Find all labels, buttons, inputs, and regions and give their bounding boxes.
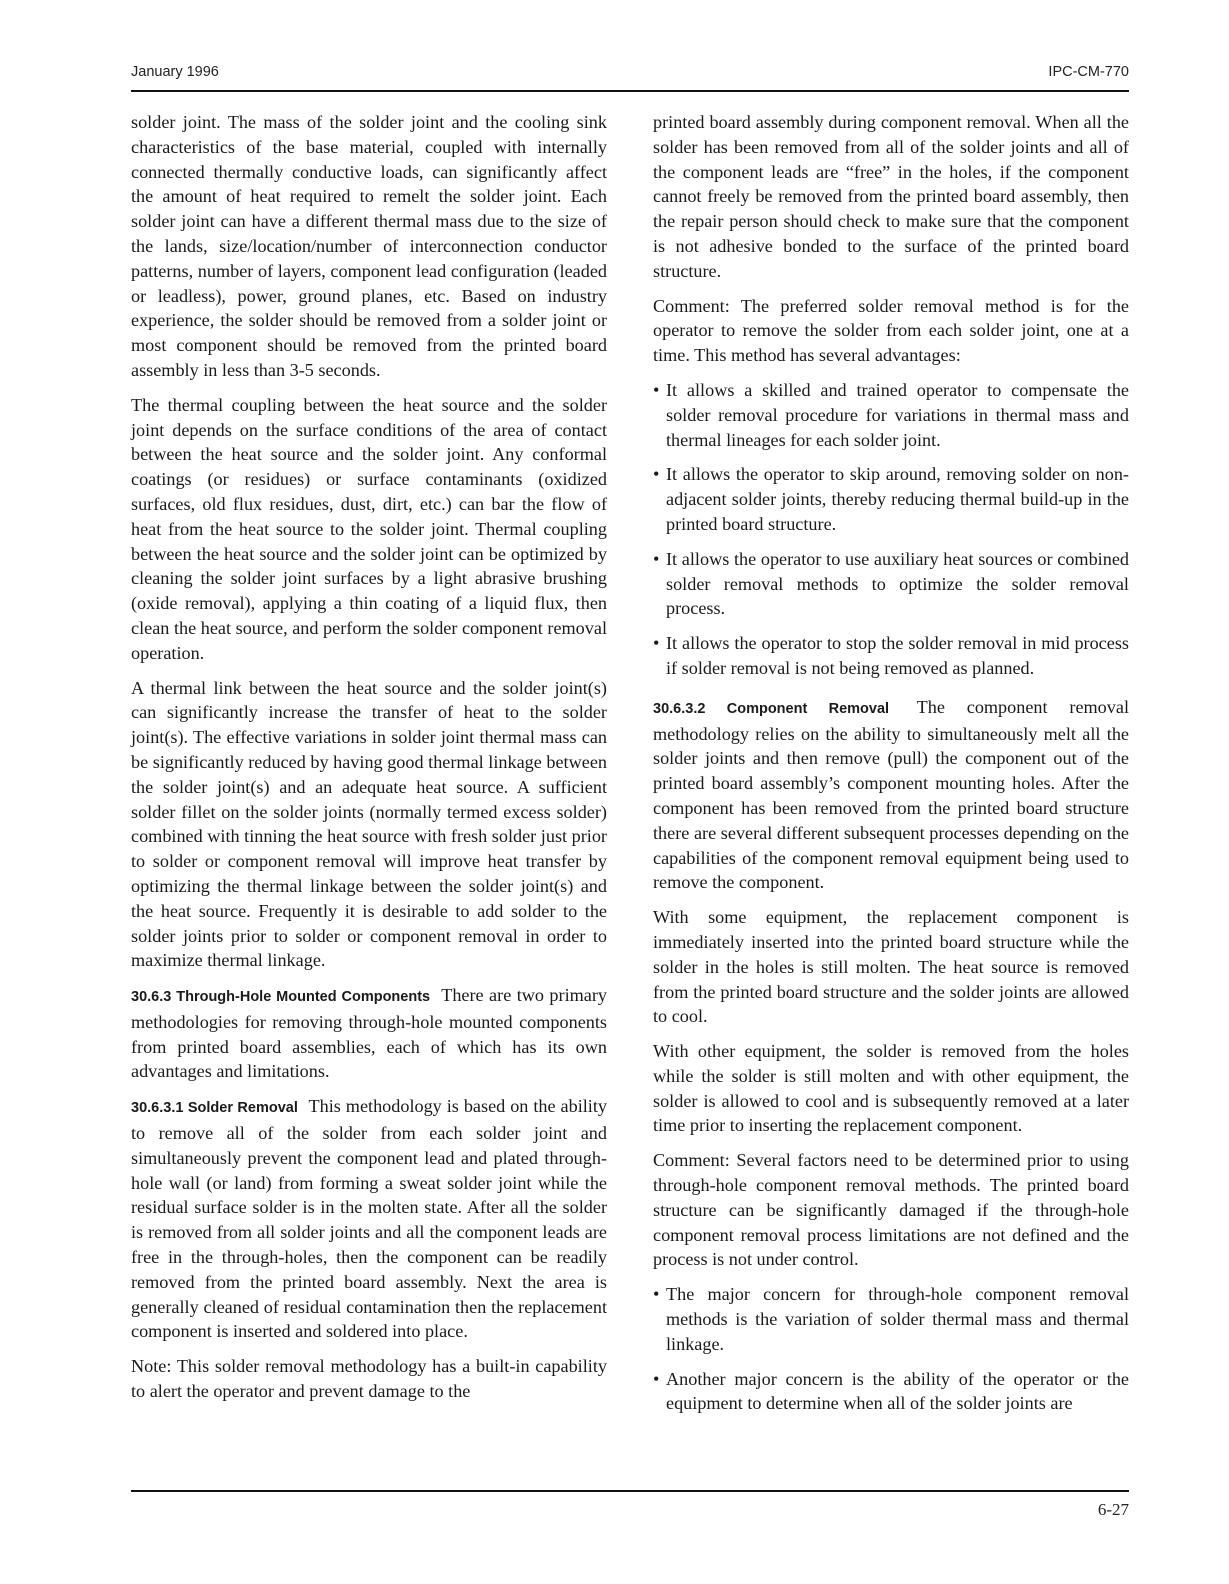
advantages-list (653, 378, 1129, 681)
paragraph: The thermal coupling between the heat source and the solder joint depends on the surface conditions of the area of contact between the heat source and the solder joint. Any conformal coatings (or residues) or surface contaminants (oxidized surfaces, old flux residues, dust, dirt, etc.) can bar the flow of heat from the heat source to the solder joint. Thermal coupling between the heat source and the solder joint can be optimized by cleaning the solder joint surfaces by a light abrasive brushing (oxide removal), applying a thin coating of a liquid flux, then clean the heat source, and perform the solder component removal operation. (131, 394, 607, 663)
page-header (131, 64, 1129, 86)
bullet-icon: • (653, 1284, 660, 1305)
paragraph: With some equipment, the replacement component is immediately inserted into the printed board structure while the solder in the holes is still molten. The heat source is removed from the printed board structure and the solder joints are allowed to cool. (653, 907, 1129, 1027)
right-column (653, 110, 1129, 1426)
list-item: • It allows the operator to skip around, removing solder on non-adjacent solder joints, thereby reducing thermal build-up in the printed board structure. (653, 464, 1129, 534)
bullet-icon: • (653, 464, 660, 485)
section-heading: 30.6.3.1 Solder Removal (131, 1100, 298, 1117)
section-30-6-3-2 (653, 695, 1129, 895)
comment-paragraph: Comment: The preferred solder removal method is for the operator to remove the solder from each solder joint, one at a time. This method has several advantages: (653, 295, 1129, 366)
section-30-6-3 (131, 983, 607, 1084)
concerns-list (653, 1282, 1129, 1416)
bullet-icon: • (653, 548, 660, 569)
section-text: This methodology is based on the ability to remove all of the solder from each solder joint and simultaneously prevent the component lead and plated through-hole wall (or land) from forming a sweat solder joint while the residual surface solder is in the molten state. After all the solder is removed from all solder joints and all the component leads are free in the through-holes, then the component can be readily removed from the printed board assembly. Next the area is generally cleaned of residual contamination then the replacement component is inserted and soldered into place. (131, 1096, 607, 1342)
page-number: 6-27 (1097, 1500, 1129, 1519)
section-text: The component removal methodology relies on the ability to simultaneously melt all the solder joints and then remove (pull) the component out of the printed board assembly’s component mounting holes. After the component has been removed from the printed board structure there are several different subsequent processes depending on the capabilities of the component removal equipment being used to remove the component. (653, 696, 1130, 893)
bullet-icon: • (653, 633, 660, 654)
list-item: • It allows the operator to stop the solder removal in mid process if solder removal is not being removed as planned. (653, 633, 1129, 678)
bullet-icon: • (653, 1368, 660, 1389)
header-date: January 1996 (131, 64, 219, 80)
header-document-id: IPC-CM-770 (1048, 64, 1129, 80)
list-item: • It allows the operator to use auxiliary heat sources or combined solder removal methods to optimize the solder removal process. (653, 548, 1129, 619)
list-item: • Another major concern is the ability of the operator or the equipment to determine when all of the solder joints are (653, 1368, 1129, 1414)
comment-paragraph: Comment: Several factors need to be determined prior to using through-hole component removal methods. The printed board structure can be significantly damaged if the through-hole component removal process limitations are not defined and the process is not under control. (653, 1150, 1129, 1270)
paragraph: printed board assembly during component removal. When all the solder has been removed from all of the solder joints and all of the component leads are “free” in the holes, if the component cannot freely be removed from the printed board assembly, then the repair person should check to make sure that the component is not adhesive bonded to the surface of the printed board structure. (653, 112, 1129, 281)
section-heading: 30.6.3.2 Component Removal (653, 700, 890, 717)
paragraph: With other equipment, the solder is removed from the holes while the solder is still molten and with other equipment, the solder is allowed to cool and is subsequently removed at a later time prior to inserting the replacement component. (653, 1041, 1129, 1136)
note-paragraph: Note: This solder removal methodology has a built-in capability to alert the operator and prevent damage to the (131, 1356, 607, 1402)
header-rule (131, 90, 1129, 92)
list-item: • The major concern for through-hole component removal methods is the variation of solder thermal mass and thermal linkage. (653, 1284, 1129, 1354)
footer-rule (131, 1490, 1129, 1492)
paragraph: solder joint. The mass of the solder joint and the cooling sink characteristics of the base material, coupled with internally connected thermally conductive loads, can significantly affect the amount of heat required to remelt the solder joint. Each solder joint can have a different thermal mass due to the size of the lands, size/location/number of interconnection conductor patterns, number of layers, component lead configuration (leaded or leadless), power, ground planes, etc. Based on industry experience, the solder should be removed from a solder joint or most component should be removed from the printed board assembly in less than 3-5 seconds. (131, 112, 607, 380)
paragraph: A thermal link between the heat source and the solder joint(s) can significantly increase the transfer of heat to the solder joint(s). The effective variations in solder joint thermal mass can be significantly reduced by having good thermal linkage between the solder joint(s) and an adequate heat source. A sufficient solder fillet on the solder joints (normally termed excess solder) combined with tinning the heat source with fresh solder just prior to solder or component removal will improve heat transfer by optimizing the thermal linkage between the solder joint(s) and the heat source. Frequently it is desirable to add solder to the solder joints prior to solder or component removal in order to maximize thermal linkage. (131, 677, 607, 971)
section-text: There are two primary methodologies for removing through-hole mounted components from printed board assemblies, each of which has its own advantages and limitations. (131, 985, 607, 1082)
section-30-6-3-1 (131, 1094, 607, 1344)
list-item: • It allows a skilled and trained operator to compensate the solder removal procedure for variations in thermal mass and thermal lineages for each solder joint. (653, 379, 1129, 450)
left-column (131, 110, 607, 1414)
section-heading: 30.6.3 Through-Hole Mounted Components (131, 989, 431, 1006)
bullet-icon: • (653, 379, 660, 400)
